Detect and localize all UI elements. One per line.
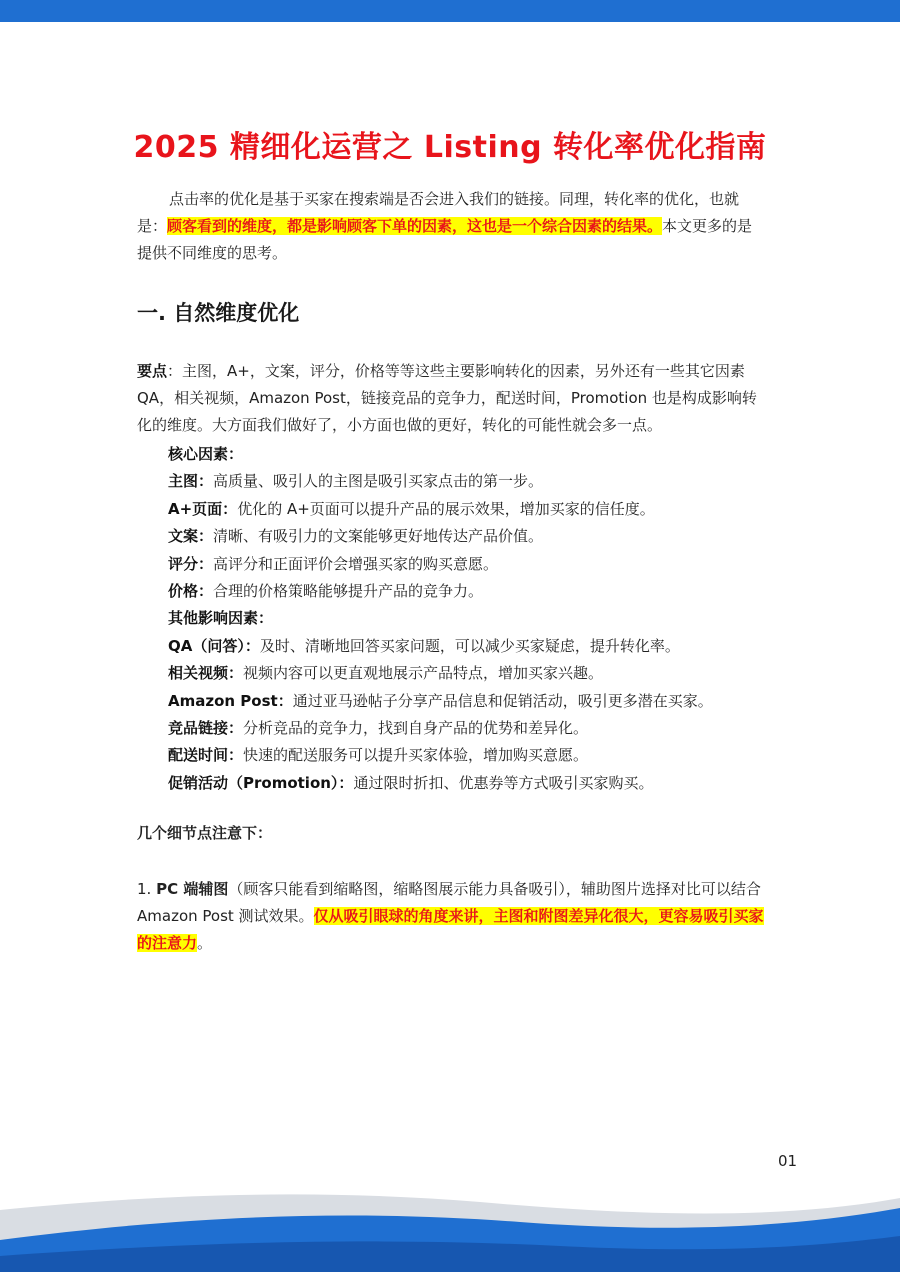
keypoints-text: ：主图，A+，文案，评分，价格等等这些主要影响转化的因素，另外还有一些其它因素 QA，相关视频，Amazon Post，链接竞品的竞争力，配送时间，Promotion 也是构成影响转化的维度。大方面我们做好了，小方面也做的更好，转化的可能性就会多一点。 (137, 362, 757, 434)
item-text: 优化的 A+页面可以提升产品的展示效果，增加买家的信任度。 (237, 499, 655, 518)
item-text: 快速的配送服务可以提升买家体验，增加购买意愿。 (243, 746, 589, 765)
list-item (168, 551, 768, 578)
item-label: Amazon Post： (168, 691, 293, 710)
item-text: 清晰、有吸引力的文案能够更好地传达产品价值。 (213, 527, 544, 546)
list-item (168, 715, 768, 742)
note-end: 。 (197, 934, 213, 952)
item-text: 高质量、吸引人的主图是吸引买家点击的第一步。 (213, 472, 544, 491)
top-accent-bar (0, 0, 900, 22)
intro-paragraph (137, 186, 767, 267)
list-item (168, 496, 768, 523)
keypoints-paragraph (137, 358, 767, 439)
list-item (168, 770, 768, 797)
item-text: 及时、清晰地回答买家问题，可以减少买家疑虑，提升转化率。 (259, 636, 680, 655)
page-number: 01 (778, 1152, 798, 1170)
item-text: 分析竞品的竞争力，找到自身产品的优势和差异化。 (243, 719, 589, 738)
item-label: 评分： (168, 554, 214, 573)
section-heading: 一. 自然维度优化 (137, 301, 300, 325)
note-label: PC 端辅图 (156, 880, 229, 898)
item-label: 文案： (168, 527, 214, 546)
item-text: 高评分和正面评价会增强买家的购买意愿。 (213, 554, 499, 573)
other-factors-heading: 其他影响因素： (168, 609, 274, 628)
note-item-1 (137, 876, 767, 957)
item-label: 配送时间： (168, 746, 244, 765)
item-label: A+页面： (168, 499, 238, 518)
page-title: 2025 精细化运营之 Listing 转化率优化指南 (133, 130, 767, 165)
list-item (168, 660, 768, 687)
note-highlight: 仅从吸引眼球的角度来讲，主图和附图差异化很大，更容易吸引买家的注意力 (137, 907, 764, 952)
item-label: 主图： (168, 472, 214, 491)
footer-wave (0, 1180, 900, 1272)
intro-highlight: 顾客看到的维度，都是影响顾客下单的因素，这也是一个综合因素的结果。 (167, 217, 663, 235)
notes-heading: 几个细节点注意下： (137, 824, 273, 842)
list-item (168, 742, 768, 769)
item-text: 通过亚马逊帖子分享产品信息和促销活动，吸引更多潜在买家。 (292, 691, 713, 710)
list-item (168, 633, 768, 660)
factor-list (168, 441, 768, 797)
item-label: 价格： (168, 582, 214, 601)
item-label: 相关视频： (168, 664, 244, 683)
note-text: （顾客只能看到缩略图，缩略图展示能力具备吸引），辅助图片选择对比可以结合 Amazon Post 测试效果。 (137, 880, 761, 925)
list-item (168, 688, 768, 715)
item-text: 视频内容可以更直观地展示产品特点，增加买家兴趣。 (243, 664, 604, 683)
item-text: 合理的价格策略能够提升产品的竞争力。 (213, 582, 484, 601)
note-number: 1. (137, 880, 157, 898)
core-factors-heading: 核心因素： (168, 445, 244, 463)
list-item (168, 523, 768, 550)
item-text: 通过限时折扣、优惠券等方式吸引买家购买。 (353, 773, 654, 792)
list-item (168, 468, 768, 495)
item-label: 促销活动（Promotion）： (168, 773, 354, 792)
item-label: QA（问答）： (168, 636, 260, 655)
keypoints-label: 要点 (137, 362, 168, 380)
intro-text: 点击率的优化是基于买家在搜索端是否会进入我们的链接。同理，转化率的优化，也就是： (137, 190, 740, 235)
list-item (168, 578, 768, 605)
intro-text-end: 本文更多的是提供不同维度的思考。 (137, 217, 753, 262)
item-label: 竞品链接： (168, 719, 244, 738)
